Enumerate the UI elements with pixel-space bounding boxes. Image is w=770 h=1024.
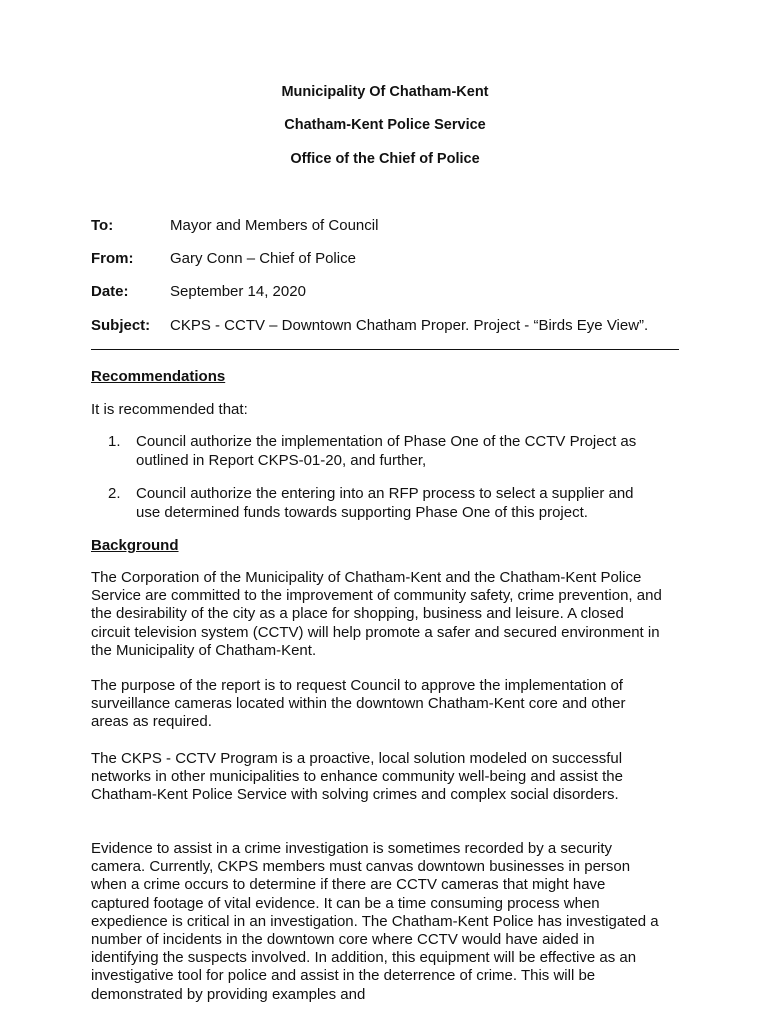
header-municipality: Municipality Of Chatham-Kent (281, 84, 489, 100)
header-police-service: Chatham-Kent Police Service (284, 117, 486, 133)
recommendation-2-text: Council authorize the entering into an RFP process to select a supplier and use determined funds towards supporting Phase One of this project. (136, 485, 634, 521)
recommendation-1-text: Council authorize the implementation of Phase One of the CCTV Project as outlined in Report CKPS-01-20, and further, (136, 433, 637, 469)
background-paragraph-4: Evidence to assist in a crime investigation is sometimes recorded by a security camera. Currently, CKPS members must canvas downtown businesses in person when a crime occurs to determine if there are CCTV cameras that might have captured footage of vital evidence. It can be a time consuming process when expedience is critical in an investigation. The Chatham-Kent Police has investigated a number of incidents in the downtown core where CCTV would have aided in identifying the suspects involved. In addition, this equipment will be effective as an investigative tool for police and assist in the deterrence of crime. This will be demonstrated by providing examples and (91, 840, 659, 1003)
memo-subject-value: CKPS - CCTV – Downtown Chatham Proper. Project - “Birds Eye View”. (170, 317, 649, 334)
memo-to-label: To: (91, 217, 114, 234)
background-paragraph-2: The purpose of the report is to request Council to approve the implementation of surveillance cameras located within the downtown Chatham-Kent core and other areas as required. (91, 677, 626, 731)
background-paragraph-3: The CKPS - CCTV Program is a proactive, local solution modeled on successful networks in other municipalities to enhance community well-being and assist the Chatham-Kent Police Service with solving crimes and complex social disorders. (91, 750, 623, 804)
divider-rule (91, 349, 679, 350)
memo-date-label: Date: (91, 283, 129, 300)
recommendations-intro: It is recommended that: (91, 401, 248, 418)
background-paragraph-1: The Corporation of the Municipality of Chatham-Kent and the Chatham-Kent Police Service are committed to the improvement of community safety, crime prevention, and the desirability of the city as a place for shopping, business and leisure. A closed circuit television system (CCTV) will help promote a safer and secured environment in the Municipality of Chatham-Kent. (91, 569, 662, 659)
memo-date-value: September 14, 2020 (170, 283, 306, 300)
memo-from-label: From: (91, 250, 134, 267)
recommendation-2-number: 2. (108, 485, 121, 502)
recommendation-1-number: 1. (108, 433, 121, 450)
header-office: Office of the Chief of Police (290, 151, 480, 167)
memo-from-value: Gary Conn – Chief of Police (170, 250, 356, 267)
memo-subject-label: Subject: (91, 317, 151, 334)
memo-to-value: Mayor and Members of Council (170, 217, 379, 234)
background-heading: Background (91, 537, 179, 554)
recommendations-heading: Recommendations (91, 368, 226, 385)
